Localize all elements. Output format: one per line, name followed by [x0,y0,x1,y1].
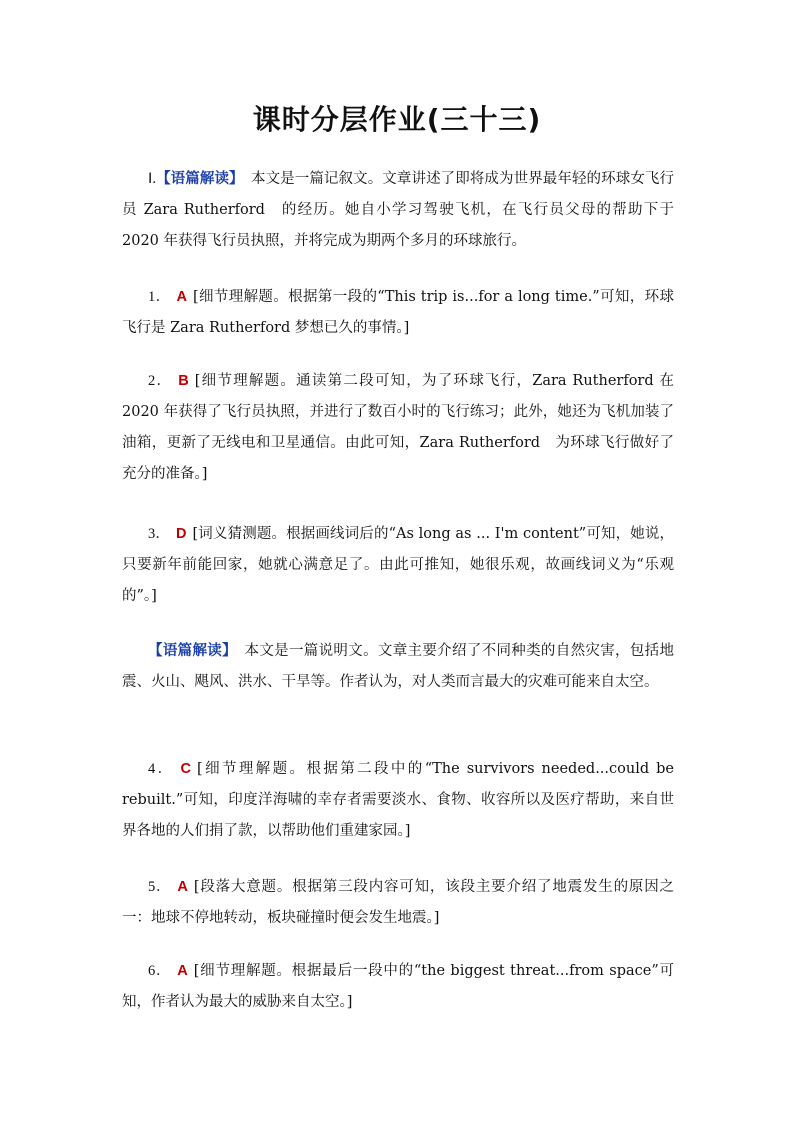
q6-number: 6． [148,963,172,979]
question-3-explanation [122,519,674,612]
q5-text: [段落大意题。根据第三段内容可知，该段主要介绍了地震发生的原因之一：地球不停地转动，板块碰撞时便会发生地震。] [122,879,675,926]
q5-number: 5． [148,879,172,895]
q1-answer: A [176,289,187,305]
q4-answer: C [180,761,192,777]
section1-tag: 【语篇解读】 [156,171,237,187]
q2-text: [细节理解题。通读第二段可知，为了环球飞行，Zara Rutherford 在 2020 年获得了飞行员执照，并进行了数百小时的飞行练习；此外，她还为飞机加装了油箱，更新了无线电和卫星通信。由此可知，Zara Rutherford 为环球飞行做好了充分的准备。] [122,373,675,482]
q4-number: 4． [148,761,175,777]
question-5-explanation [122,872,674,934]
section2-reading-summary [122,636,674,698]
q3-number: 3． [148,526,171,542]
q6-answer: A [177,963,188,979]
section2-text: 本文是一篇说明文。文章主要介绍了不同种类的自然灾害，包括地震、火山、飓风、洪水、干旱等。作者认为，对人类而言最大的灾难可能来自太空。 [122,643,675,690]
q5-answer: A [177,879,188,895]
page-title: 课时分层作业(三十三) [252,103,542,136]
question-4-explanation [122,754,674,847]
section1-text: 本文是一篇记叙文。文章讲述了即将成为世界最年轻的环球女飞行员 Zara Rutherford 的经历。她自小学习驾驶飞机，在飞行员父母的帮助下于 2020 年获得飞行员执照，并将完成为期两个多月的环球旅行。 [122,171,675,249]
q1-text: [细节理解题。根据第一段的“This trip is...for a long time.”可知，环球飞行是 Zara Rutherford 梦想已久的事情。] [122,289,675,336]
question-2-explanation [122,366,674,490]
q2-number: 2． [148,373,173,389]
q6-text: [细节理解题。根据最后一段中的“the biggest threat...from space”可知，作者认为最大的威胁来自太空。] [122,963,674,1010]
q2-answer: B [178,373,189,389]
q1-number: 1． [148,289,171,305]
section2-tag: 【语篇解读】 [148,643,230,659]
section1-reading-summary [122,164,674,257]
question-6-explanation [122,956,674,1018]
q4-text: [细节理解题。根据第二段中的“The survivors needed...could be rebuilt.”可知，印度洋海啸的幸存者需要淡水、食物、收容所以及医疗帮助，来自世界各地的人们捐了款，以帮助他们重建家园。] [122,761,674,839]
section1-prefix: Ⅰ. [148,171,156,187]
question-1-explanation [122,282,674,344]
q3-text: [词义猜测题。根据画线词后的“As long as ... I'm content”可知，她说，只要新年前能回家，她就心满意足了。由此可推知，她很乐观，故画线词义为“乐观的”。] [122,526,674,604]
q3-answer: D [176,526,187,542]
